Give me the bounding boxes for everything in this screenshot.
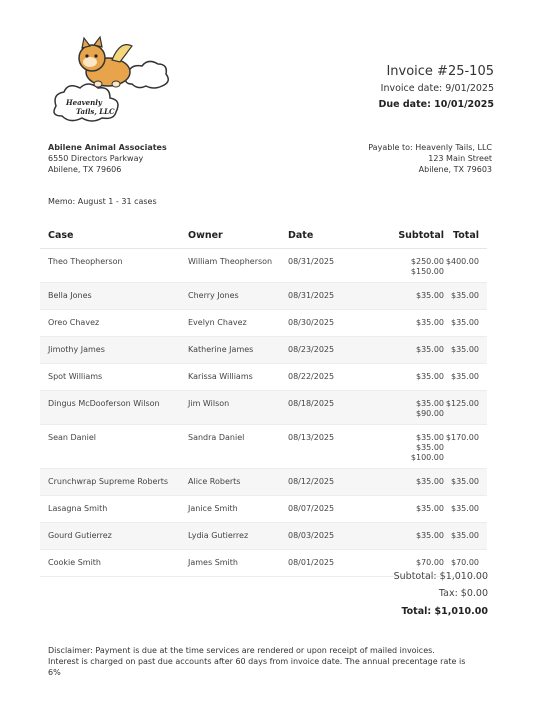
table-row xyxy=(40,283,487,310)
owner-cell: Katherine James xyxy=(188,345,254,354)
company-logo xyxy=(46,34,170,126)
total-cell: $35.00 xyxy=(451,504,479,513)
subtotal-line: $35.00 xyxy=(416,372,444,381)
svg-text:Tails, LLC: Tails, LLC xyxy=(76,107,115,116)
table-row xyxy=(40,425,487,469)
total-cell: $400.00 xyxy=(445,257,479,266)
memo: Memo: August 1 - 31 cases xyxy=(48,197,157,206)
date-cell: 08/23/2025 xyxy=(288,345,335,354)
payable-city: Abilene, TX 79603 xyxy=(418,165,492,174)
payable-to-address xyxy=(368,142,492,175)
invoice-header xyxy=(378,64,494,110)
case-cell: Theo Theopherson xyxy=(48,257,123,266)
subtotal-line: $35.00 xyxy=(416,477,444,486)
owner-cell: Sandra Daniel xyxy=(188,433,245,442)
payable-to-line: Payable to: Heavenly Tails, LLC xyxy=(368,143,492,152)
subtotal-line: $35.00 xyxy=(416,291,444,300)
case-cell: Dingus McDooferson Wilson xyxy=(48,399,160,408)
total-cell: $35.00 xyxy=(451,531,479,540)
owner-cell: Jim Wilson xyxy=(188,399,230,408)
subtotal-line: $35.00 xyxy=(416,531,444,540)
table-row xyxy=(40,391,487,425)
subtotal-line: $35.00 xyxy=(416,345,444,354)
subtotal-cell xyxy=(368,496,444,522)
totals-block xyxy=(394,571,488,617)
svg-text:Heavenly: Heavenly xyxy=(66,98,102,107)
date-cell: 08/22/2025 xyxy=(288,372,335,381)
subtotal-cell xyxy=(368,469,444,495)
payable-street: 123 Main Street xyxy=(428,154,492,163)
table-header xyxy=(40,222,487,249)
subtotal-line: $70.00 xyxy=(416,558,444,567)
total-cell: $170.00 xyxy=(445,433,479,442)
due-date: Due date: 10/01/2025 xyxy=(378,99,494,110)
subtotal-line: $35.00 xyxy=(416,504,444,513)
invoice-table xyxy=(40,222,487,577)
case-cell: Jimothy James xyxy=(48,345,105,354)
date-cell: 08/31/2025 xyxy=(288,291,335,300)
owner-cell: Alice Roberts xyxy=(188,477,241,486)
total-amount: Total: $1,010.00 xyxy=(401,606,488,617)
total-cell: $125.00 xyxy=(445,399,479,408)
owner-cell: Evelyn Chavez xyxy=(188,318,247,327)
total-cell: $35.00 xyxy=(451,318,479,327)
subtotal-line: $35.00 xyxy=(416,399,444,408)
table-row xyxy=(40,310,487,337)
header-subtotal: Subtotal xyxy=(398,229,444,241)
client-street: 6550 Directors Parkway xyxy=(48,154,144,163)
table-row xyxy=(40,469,487,496)
date-cell: 08/13/2025 xyxy=(288,433,335,442)
case-cell: Cookie Smith xyxy=(48,558,101,567)
tax-amount: Tax: $0.00 xyxy=(438,588,488,599)
subtotal-line: $100.00 xyxy=(410,453,444,462)
header-total: Total xyxy=(453,229,479,241)
total-cell: $35.00 xyxy=(451,345,479,354)
owner-cell: Janice Smith xyxy=(188,504,238,513)
subtotal-line: $35.00 xyxy=(416,318,444,327)
subtotal-line: $150.00 xyxy=(410,267,444,276)
table-row xyxy=(40,364,487,391)
table-body xyxy=(40,249,487,577)
subtotal-line: $35.00 xyxy=(416,443,444,452)
subtotal-cell xyxy=(368,310,444,336)
subtotal-line: $35.00 xyxy=(416,433,444,442)
total-cell: $35.00 xyxy=(451,372,479,381)
case-cell: Sean Daniel xyxy=(48,433,97,442)
subtotal-cell xyxy=(368,391,444,424)
table-row xyxy=(40,249,487,283)
date-cell: 08/03/2025 xyxy=(288,531,335,540)
owner-cell: Lydia Gutierrez xyxy=(188,531,249,540)
total-cell: $35.00 xyxy=(451,291,479,300)
date-cell: 08/30/2025 xyxy=(288,318,335,327)
subtotal-line: $90.00 xyxy=(416,409,444,418)
header-date: Date xyxy=(288,229,314,241)
invoice-date: Invoice date: 9/01/2025 xyxy=(380,83,494,94)
case-cell: Crunchwrap Supreme Roberts xyxy=(48,477,169,486)
table-row xyxy=(40,496,487,523)
header-owner: Owner xyxy=(188,229,223,241)
date-cell: 08/31/2025 xyxy=(288,257,335,266)
date-cell: 08/01/2025 xyxy=(288,558,335,567)
subtotal-cell xyxy=(368,283,444,309)
subtotal-cell xyxy=(368,249,444,282)
owner-cell: James Smith xyxy=(188,558,238,567)
total-cell: $70.00 xyxy=(451,558,479,567)
subtotal-cell xyxy=(368,364,444,390)
date-cell: 08/07/2025 xyxy=(288,504,335,513)
client-city: Abilene, TX 79606 xyxy=(48,165,122,174)
case-cell: Spot Williams xyxy=(48,372,103,381)
table-row xyxy=(40,523,487,550)
disclaimer: Disclaimer: Payment is due at the time services are rendered or upon receipt of mailed invoices. Interest is charged on past due accounts after 60 days from invoice date. The annual precentage rate is 6% xyxy=(48,646,466,677)
case-cell: Bella Jones xyxy=(48,291,92,300)
owner-cell: Cherry Jones xyxy=(188,291,239,300)
owner-cell: William Theopherson xyxy=(188,257,273,266)
subtotal-amount: Subtotal: $1,010.00 xyxy=(393,571,488,582)
date-cell: 08/18/2025 xyxy=(288,399,335,408)
subtotal-line: $250.00 xyxy=(410,257,444,266)
subtotal-cell xyxy=(368,337,444,363)
client-name: Abilene Animal Associates xyxy=(48,143,167,152)
bill-to-address xyxy=(48,142,167,175)
case-cell: Gourd Gutierrez xyxy=(48,531,112,540)
case-cell: Oreo Chavez xyxy=(48,318,100,327)
invoice-title: Invoice #25-105 xyxy=(386,64,494,79)
table-row xyxy=(40,337,487,364)
case-cell: Lasagna Smith xyxy=(48,504,108,513)
owner-cell: Karissa Williams xyxy=(188,372,253,381)
shiba-unicorn-logo-icon xyxy=(46,34,170,126)
total-cell: $35.00 xyxy=(451,477,479,486)
date-cell: 08/12/2025 xyxy=(288,477,335,486)
subtotal-cell xyxy=(368,523,444,549)
header-case: Case xyxy=(48,229,74,241)
subtotal-cell xyxy=(368,425,444,468)
